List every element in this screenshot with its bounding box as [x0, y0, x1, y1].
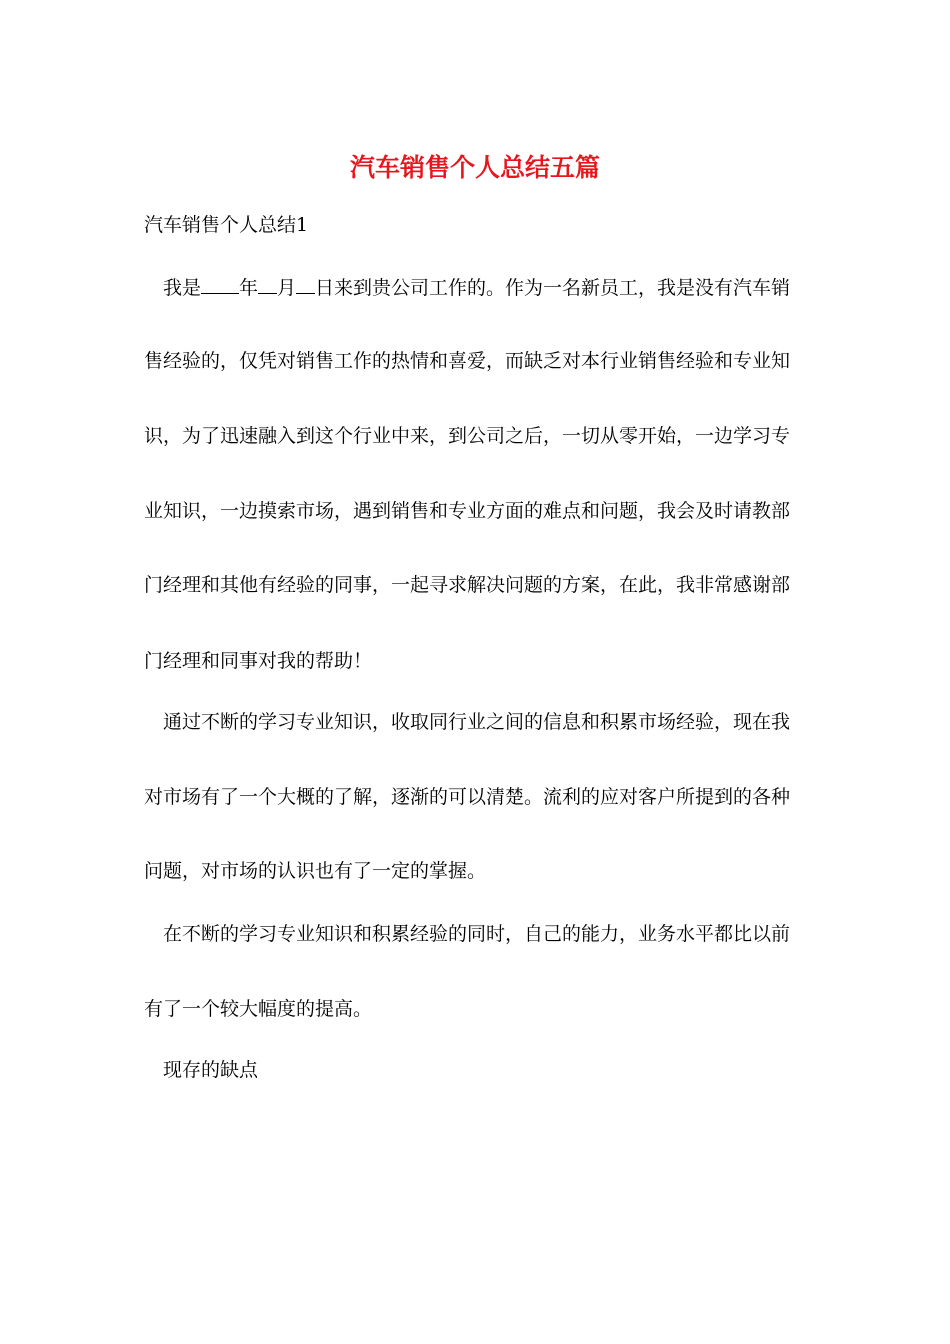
paragraph-line: [144, 273, 823, 303]
paragraph-line: 问题，对市场的认识也有了一定的掌握。: [144, 860, 487, 882]
section-heading: [144, 210, 308, 240]
paragraph-line: 对市场有了一个大概的了解，逐渐的可以清楚。流利的应对客户所提到的各种: [144, 786, 791, 808]
line-text: 我是: [163, 277, 202, 299]
paragraph-line: 通过不断的学习专业知识，收取同行业之间的信息和积累市场经验，现在我: [163, 711, 791, 733]
line-text: 月: [277, 277, 297, 299]
blank-field-day: [296, 273, 315, 294]
paragraph-line: 业知识，一边摸索市场，遇到销售和专业方面的难点和问题，我会及时请教部: [144, 500, 791, 522]
blank-field-month: [258, 273, 277, 294]
paragraph-line: 现存的缺点: [163, 1059, 259, 1081]
paragraph-line: 门经理和其他有经验的同事，一起寻求解决问题的方案，在此，我非常感谢部: [144, 574, 791, 596]
document-title: 汽车销售个人总结五篇: [349, 153, 600, 182]
line-text: 日来到贵公司工作的。作为一名新员工，我是没有汽车销: [315, 277, 791, 299]
paragraph-line: 识，为了迅速融入到这个行业中来，到公司之后，一切从零开始，一边学习专: [144, 425, 791, 447]
line-text: 年: [239, 277, 259, 299]
paragraph-line: 门经理和同事对我的帮助！: [144, 650, 373, 672]
section-heading-text: 汽车销售个人总结: [144, 214, 297, 236]
section-number: 1: [296, 214, 309, 236]
paragraph-line: 在不断的学习专业知识和积累经验的同时，自己的能力，业务水平都比以前: [163, 923, 791, 945]
paragraph-line: 售经验的，仅凭对销售工作的热情和喜爱，而缺乏对本行业销售经验和专业知: [144, 350, 791, 372]
blank-field-year: [201, 273, 239, 294]
paragraph-line: 有了一个较大幅度的提高。: [144, 998, 373, 1020]
